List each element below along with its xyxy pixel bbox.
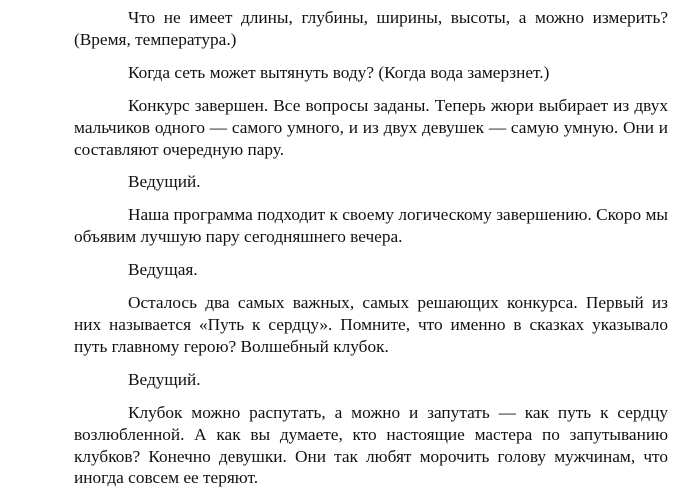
paragraph-contest-finished: Конкурс завершен. Все вопросы заданы. Теперь жюри выбирает из двух мальчиков одного — самого умного, и из двух девушек — самую умную. Они и составляют очередную пару. — [74, 95, 668, 159]
paragraph-path-to-heart: Осталось два самых важных, самых решающих конкурса. Первый из них называется «Путь к сердцу». Помните, что именно в сказках указывало путь главному герою? Волшебный клубок. — [74, 293, 668, 356]
speaker-label-host-male-2: Ведущий. — [128, 369, 201, 389]
speaker-label-host-female: Ведущая. — [128, 260, 198, 280]
paragraph-riddle-measure: Что не имеет длины, глубины, ширины, высоты, а можно измерить? (Время, температура.) — [74, 8, 668, 49]
paragraph-riddle-net: Когда сеть может вытянуть воду? (Когда вода замерзнет.) — [128, 62, 550, 82]
speaker-label-host-male: Ведущий. — [128, 172, 201, 192]
paragraph-program-ending: Наша программа подходит к своему логическому завершению. Скоро мы объявим лучшую пару сегодняшнего вечера. — [74, 205, 668, 247]
paragraph-yarn-ball: Клубок можно распутать, а можно и запутать — как путь к сердцу возлюбленной. А как вы думаете, кто настоящие мастера по запутыванию клубков? Конечно девушки. Они так любят морочить голову мужчинам, что иногда совсем ее теряют. — [74, 402, 668, 488]
